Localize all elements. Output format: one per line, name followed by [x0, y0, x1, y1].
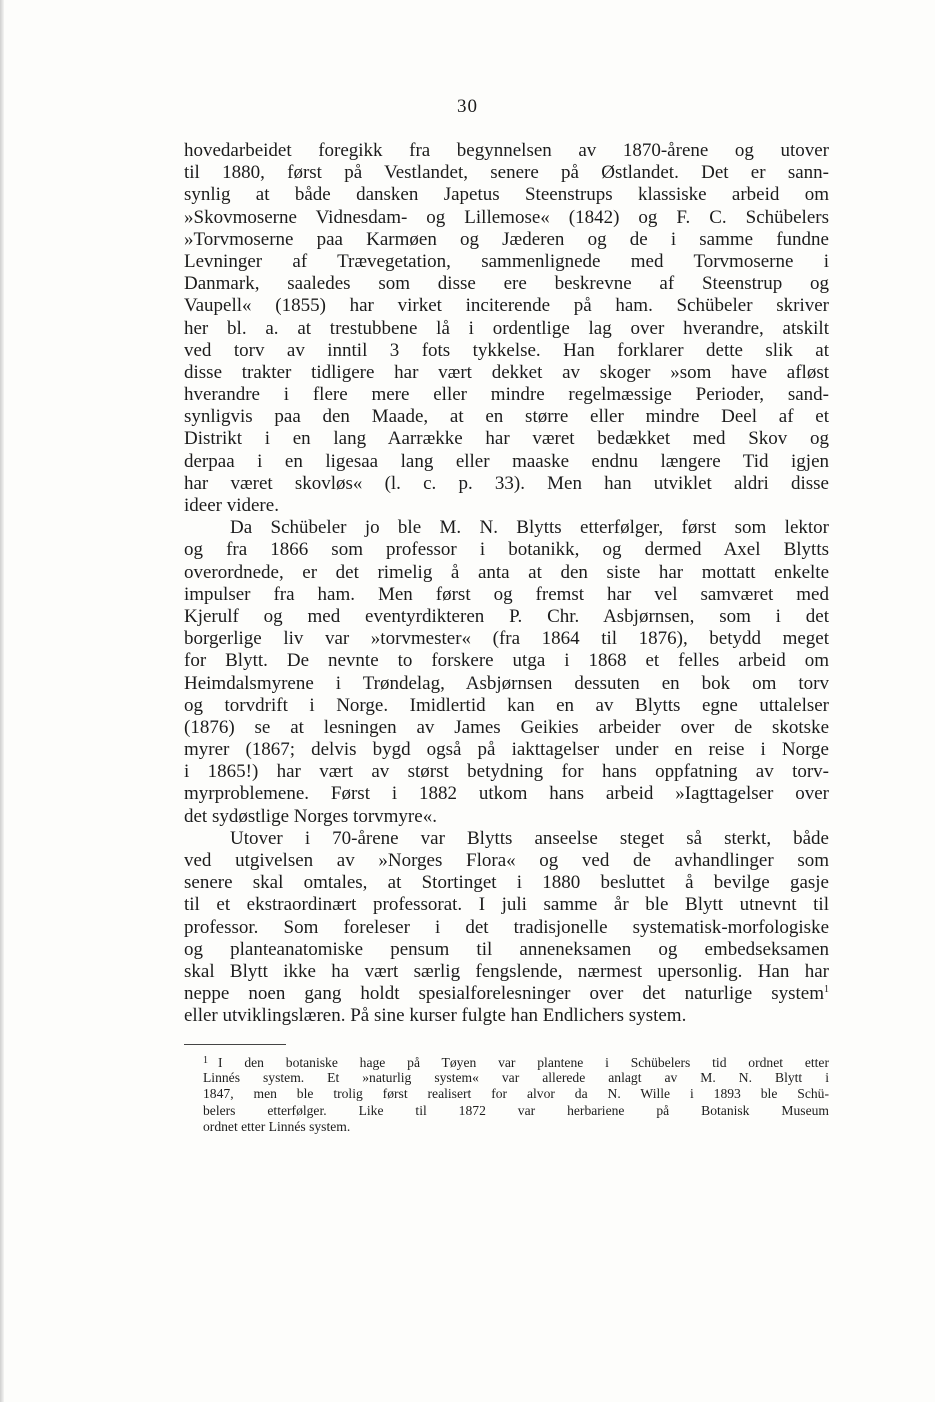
- text-line: borgerlige liv var »torvmester« (fra 1864 til 1876), betydd meget: [184, 628, 829, 650]
- text-line: og planteanatomiske pensum til anneneksamen og embedseksamen: [184, 938, 829, 960]
- text-line: for Blytt. De nevnte to forskere utga i 1868 et felles arbeid om: [184, 650, 829, 672]
- text-line: derpaa i en ligesaa lang eller maaske endnu længere Tid igjen: [184, 450, 829, 472]
- text-line: impulser fra ham. Men først og fremst har vel samværet med: [184, 583, 829, 605]
- text-line: synlig at både dansken Japetus Steenstrups klassiske arbeid om: [184, 184, 829, 206]
- scan-edge-shadow: [0, 0, 4, 1402]
- text-line: og fra 1866 som professor i botanikk, og dermed Axel Blytts: [184, 539, 829, 561]
- page-number: 30: [457, 96, 478, 117]
- footnote-divider: [184, 1044, 286, 1045]
- text-line: myrproblemene. Først i 1882 utkom hans arbeid »Iagttagelser over: [184, 783, 829, 805]
- text-line: Vaupell« (1855) har virket inciterende på ham. Schübeler skriver: [184, 295, 829, 317]
- text-line: ved torv av inntil 3 fots tykkelse. Han forklarer dette slik at: [184, 339, 829, 361]
- text-line: hverandre i flere mere eller mindre regelmæssige Perioder, sand-: [184, 384, 829, 406]
- footnote-line: belers etterfølger. Like til 1872 var herbariene på Botanisk Museum: [203, 1102, 829, 1118]
- text-line: ved utgivelsen av »Norges Flora« og ved de avhandlinger som: [184, 850, 829, 871]
- text-line: det sydøstlige Norges torvmyre«.: [184, 805, 437, 827]
- text-line: Utover i 70-årene var Blytts anseelse steget så sterkt, både: [230, 827, 829, 849]
- body-text: [184, 140, 829, 1028]
- text-line: eller utviklingslæren. På sine kurser fulgte han Endlichers system.: [184, 1005, 687, 1027]
- footnote-line: ordnet etter Linnés system.: [203, 1119, 351, 1134]
- text-line: Distrikt i en lang Aarrække har været bedækket med Skov og: [184, 428, 829, 450]
- text-line: ideer videre.: [184, 495, 279, 516]
- text-line: til 1880, først på Vestlandet, senere på Østlandet. Det er sann-: [184, 162, 829, 184]
- text-line: skal Blytt ikke ha vært særlig fengslende, nærmest upersonlig. Han har: [184, 960, 829, 982]
- text-line: i 1865!) har vært av størst betydning for hans oppfatning av torv-: [184, 761, 829, 783]
- paragraph: [184, 517, 829, 828]
- text-line: Danmark, saaledes som disse ere beskrevne af Steenstrup og: [184, 273, 829, 295]
- text-line: og torvdrift i Norge. Imidlertid kan en av Blytts egne uttalelser: [184, 694, 829, 716]
- footnote: [203, 1053, 829, 1136]
- text-line: Heimdalsmyrene i Trøndelag, Asbjørnsen dessuten en bok om torv: [184, 672, 829, 694]
- text-line: overordnede, er det rimelig å anta at den siste har mottatt enkelte: [184, 561, 829, 583]
- text-line: disse trakter tidligere har vært dekket av skoger »som have afløst: [184, 361, 829, 383]
- footnote-line-content: I den botaniske hage på Tøyen var plantene i Schübelers tid ordnet etter: [218, 1055, 829, 1070]
- footnote-line: Linnés system. Et »naturlig system« var allerede anlagt av M. N. Blytt i: [203, 1069, 829, 1085]
- text-line: til et ekstraordinært professorat. I juli samme år ble Blytt utnevnt til: [184, 894, 829, 916]
- text-line-with-footnote-ref: [184, 983, 829, 1005]
- text-line: »Skovmoserne Vidnesdam- og Lillemose« (1842) og F. C. Schübelers: [184, 206, 829, 228]
- footnote-reference: 1: [824, 984, 829, 996]
- text-line: Da Schübeler jo ble M. N. Blytts etterfølger, først som lektor: [230, 517, 829, 539]
- text-line: Kjerulf og med eventyrdikteren P. Chr. Asbjørnsen, som i det: [184, 605, 829, 627]
- paragraph: [184, 828, 829, 1028]
- text-line-content: neppe noen gang holdt spesialforelesninger over det naturlige system: [184, 983, 824, 1005]
- text-line: hovedarbeidet foregikk fra begynnelsen av 1870-årene og utover: [184, 140, 829, 161]
- text-line: synligvis paa den Maade, at en større eller mindre Deel af et: [184, 406, 829, 428]
- text-line: Levninger af Trævegetation, sammenlignede med Torvmoserne i: [184, 250, 829, 272]
- paragraph: [184, 140, 829, 517]
- text-line: (1876) se at lesningen av James Geikies arbeider over de skotske: [184, 716, 829, 738]
- text-line: senere skal omtales, at Stortinget i 1880 besluttet å bevilge gasje: [184, 872, 829, 894]
- text-line: har været skovløs« (l. c. p. 33). Men han utviklet aldri disse: [184, 472, 829, 494]
- text-line: her bl. a. at trestubbene lå i ordentlige lag over hverandre, atskilt: [184, 317, 829, 339]
- text-line: myrer (1867; delvis bygd også på iakttagelser under en reise i Norge: [184, 739, 829, 761]
- text-line: professor. Som foreleser i det tradisjonelle systematisk-morfologiske: [184, 916, 829, 938]
- footnote-line: [203, 1053, 829, 1070]
- text-line: »Torvmoserne paa Karmøen og Jæderen og de i samme fundne: [184, 228, 829, 250]
- footnote-line: 1847, men ble trolig først realisert for alvor da N. Wille i 1893 ble Schü-: [203, 1086, 829, 1101]
- footnote-marker: 1: [203, 1055, 208, 1066]
